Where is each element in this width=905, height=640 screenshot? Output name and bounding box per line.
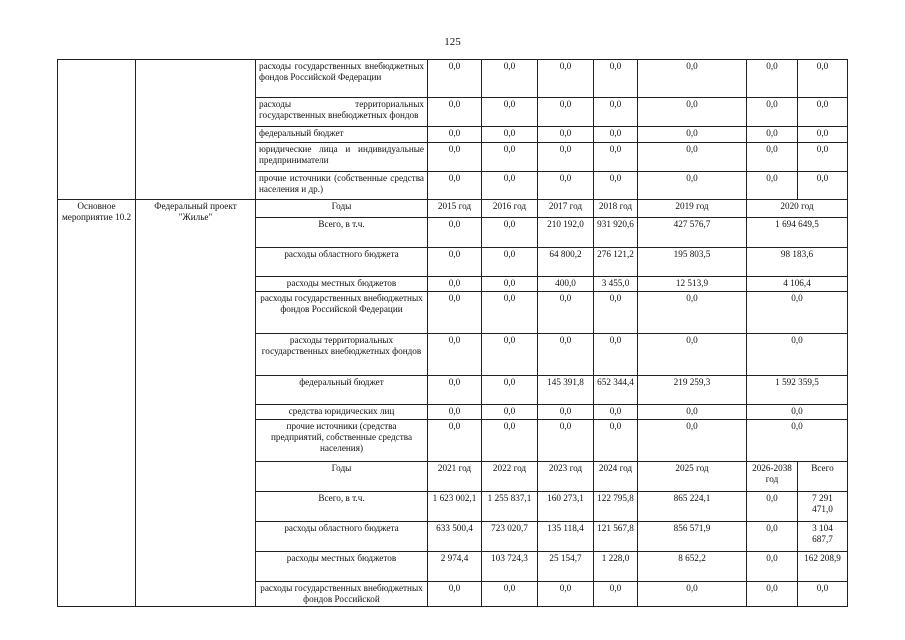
value-cell: 0,0: [638, 127, 747, 143]
value-cell: 145 391,8: [538, 376, 594, 405]
value-cell: 0,0: [482, 405, 538, 420]
row-label: Всего, в т.ч.: [256, 218, 428, 248]
page-number: 125: [444, 36, 461, 48]
value-cell: 1 592 359,5: [747, 376, 848, 405]
value-cell: 856 571,9: [638, 522, 747, 552]
value-cell: 0,0: [747, 172, 798, 200]
year-header: 2019 год: [638, 200, 747, 218]
value-cell: 0,0: [798, 98, 848, 127]
value-cell: 1 694 649,5: [747, 218, 848, 248]
years-label: Годы: [256, 462, 428, 492]
value-cell: 195 803,5: [638, 248, 747, 277]
value-cell: 0,0: [428, 143, 482, 172]
value-cell: 0,0: [428, 334, 482, 376]
value-cell: 0,0: [482, 277, 538, 292]
year-header: 2025 год: [638, 462, 747, 492]
value-cell: 0,0: [594, 405, 638, 420]
value-cell: 652 344,4: [594, 376, 638, 405]
value-cell: 0,0: [482, 376, 538, 405]
value-cell: 0,0: [538, 582, 594, 607]
project-name: Федеральный проект "Жилье": [136, 200, 256, 607]
value-cell: 865 224,1: [638, 492, 747, 522]
value-cell: 0,0: [638, 292, 747, 334]
value-cell: 0,0: [482, 420, 538, 462]
value-cell: 0,0: [428, 582, 482, 607]
value-cell: 0,0: [428, 420, 482, 462]
value-cell: 0,0: [594, 292, 638, 334]
row-label: расходы областного бюджета: [256, 522, 428, 552]
value-cell: 0,0: [482, 248, 538, 277]
row-label: расходы государственных внебюджетных фондов Российской Федерации: [256, 292, 428, 334]
value-cell: 12 513,9: [638, 277, 747, 292]
value-cell: 0,0: [428, 277, 482, 292]
table-row: [58, 60, 848, 98]
row-label: расходы территориальных государственных внебюджетных фондов: [256, 334, 428, 376]
value-cell: 0,0: [798, 582, 848, 607]
value-cell: 0,0: [538, 292, 594, 334]
year-header: 2020 год: [747, 200, 848, 218]
value-cell: 0,0: [482, 292, 538, 334]
value-cell: 0,0: [798, 143, 848, 172]
year-header: 2023 год: [538, 462, 594, 492]
value-cell: 0,0: [428, 248, 482, 277]
value-cell: 0,0: [538, 143, 594, 172]
year-header: 2018 год: [594, 200, 638, 218]
value-cell: 25 154,7: [538, 552, 594, 582]
value-cell: 0,0: [538, 60, 594, 98]
value-cell: 162 208,9: [798, 552, 848, 582]
value-cell: 0,0: [638, 143, 747, 172]
value-cell: 0,0: [428, 60, 482, 98]
value-cell: 0,0: [594, 98, 638, 127]
value-cell: 723 020,7: [482, 522, 538, 552]
row-label: расходы государственных внебюджетных фондов Российской Федерации: [256, 60, 428, 98]
value-cell: 0,0: [747, 98, 798, 127]
row-label: расходы областного бюджета: [256, 248, 428, 277]
value-cell: 0,0: [594, 172, 638, 200]
value-cell: 0,0: [747, 582, 798, 607]
value-cell: 0,0: [798, 127, 848, 143]
value-cell: 0,0: [747, 60, 798, 98]
value-cell: 276 121,2: [594, 248, 638, 277]
value-cell: 0,0: [538, 405, 594, 420]
value-cell: 2 974,4: [428, 552, 482, 582]
value-cell: 8 652,2: [638, 552, 747, 582]
value-cell: 4 106,4: [747, 277, 848, 292]
value-cell: 1 255 837,1: [482, 492, 538, 522]
value-cell: 0,0: [594, 582, 638, 607]
value-cell: 0,0: [594, 127, 638, 143]
value-cell: 7 291 471,0: [798, 492, 848, 522]
value-cell: 0,0: [428, 376, 482, 405]
row-label: расходы местных бюджетов: [256, 277, 428, 292]
year-header: 2022 год: [482, 462, 538, 492]
value-cell: 427 576,7: [638, 218, 747, 248]
value-cell: 0,0: [638, 172, 747, 200]
value-cell: 0,0: [482, 218, 538, 248]
value-cell: 0,0: [747, 334, 848, 376]
value-cell: 0,0: [747, 420, 848, 462]
value-cell: 0,0: [538, 172, 594, 200]
value-cell: 400,0: [538, 277, 594, 292]
value-cell: 0,0: [428, 405, 482, 420]
year-header: 2026-2038 год: [747, 462, 798, 492]
value-cell: 0,0: [482, 334, 538, 376]
value-cell: 0,0: [594, 143, 638, 172]
value-cell: 0,0: [594, 334, 638, 376]
row-label: средства юридических лиц: [256, 405, 428, 420]
value-cell: 0,0: [747, 127, 798, 143]
year-header: 2015 год: [428, 200, 482, 218]
value-cell: 160 273,1: [538, 492, 594, 522]
value-cell: 0,0: [482, 172, 538, 200]
table-body: [58, 60, 848, 607]
row-label: расходы местных бюджетов: [256, 552, 428, 582]
row-label: юридические лица и индивидуальные предприниматели: [256, 143, 428, 172]
year-header: 2017 год: [538, 200, 594, 218]
value-cell: 0,0: [747, 492, 798, 522]
value-cell: 0,0: [538, 334, 594, 376]
value-cell: 3 104 687,7: [798, 522, 848, 552]
value-cell: 0,0: [482, 582, 538, 607]
value-cell: 219 259,3: [638, 376, 747, 405]
year-header-row: [58, 200, 848, 218]
value-cell: 0,0: [428, 127, 482, 143]
year-header: 2016 год: [482, 200, 538, 218]
row-label: федеральный бюджет: [256, 127, 428, 143]
year-header: 2021 год: [428, 462, 482, 492]
value-cell: 0,0: [638, 98, 747, 127]
value-cell: 0,0: [482, 60, 538, 98]
value-cell: 0,0: [538, 127, 594, 143]
value-cell: 0,0: [747, 552, 798, 582]
value-cell: 0,0: [428, 98, 482, 127]
value-cell: 3 455,0: [594, 277, 638, 292]
value-cell: 0,0: [538, 98, 594, 127]
empty-cell: [136, 60, 256, 200]
years-label: Годы: [256, 200, 428, 218]
value-cell: 0,0: [594, 60, 638, 98]
value-cell: 0,0: [747, 522, 798, 552]
value-cell: 103 724,3: [482, 552, 538, 582]
value-cell: 64 800,2: [538, 248, 594, 277]
empty-cell: [58, 60, 136, 200]
value-cell: 0,0: [538, 420, 594, 462]
row-label: федеральный бюджет: [256, 376, 428, 405]
value-cell: 1 228,0: [594, 552, 638, 582]
value-cell: 121 567,8: [594, 522, 638, 552]
value-cell: 1 623 002,1: [428, 492, 482, 522]
value-cell: 0,0: [482, 98, 538, 127]
value-cell: 98 183,6: [747, 248, 848, 277]
value-cell: 0,0: [638, 420, 747, 462]
budget-table: [57, 59, 848, 607]
value-cell: 633 500,4: [428, 522, 482, 552]
year-header: 2024 год: [594, 462, 638, 492]
value-cell: 0,0: [747, 292, 848, 334]
row-label: прочие источники (средства предприятий, собственные средства населения): [256, 420, 428, 462]
value-cell: 0,0: [638, 405, 747, 420]
measure-name: Основное мероприятие 10.2: [58, 200, 136, 607]
value-cell: 931 920,6: [594, 218, 638, 248]
row-label: расходы государственных внебюджетных фондов Российской: [256, 582, 428, 607]
value-cell: 0,0: [747, 405, 848, 420]
value-cell: 0,0: [638, 60, 747, 98]
value-cell: 122 795,8: [594, 492, 638, 522]
value-cell: 0,0: [428, 172, 482, 200]
value-cell: 0,0: [638, 582, 747, 607]
value-cell: 0,0: [638, 334, 747, 376]
row-label: прочие источники (собственные средства населения и др.): [256, 172, 428, 200]
value-cell: 210 192,0: [538, 218, 594, 248]
year-header: Всего: [798, 462, 848, 492]
value-cell: 0,0: [747, 143, 798, 172]
value-cell: 0,0: [798, 172, 848, 200]
value-cell: 0,0: [798, 60, 848, 98]
value-cell: 0,0: [428, 218, 482, 248]
value-cell: 135 118,4: [538, 522, 594, 552]
value-cell: 0,0: [428, 292, 482, 334]
row-label: Всего, в т.ч.: [256, 492, 428, 522]
value-cell: 0,0: [482, 143, 538, 172]
value-cell: 0,0: [594, 420, 638, 462]
value-cell: 0,0: [482, 127, 538, 143]
row-label: расходы территориальных государственных внебюджетных фондов: [256, 98, 428, 127]
